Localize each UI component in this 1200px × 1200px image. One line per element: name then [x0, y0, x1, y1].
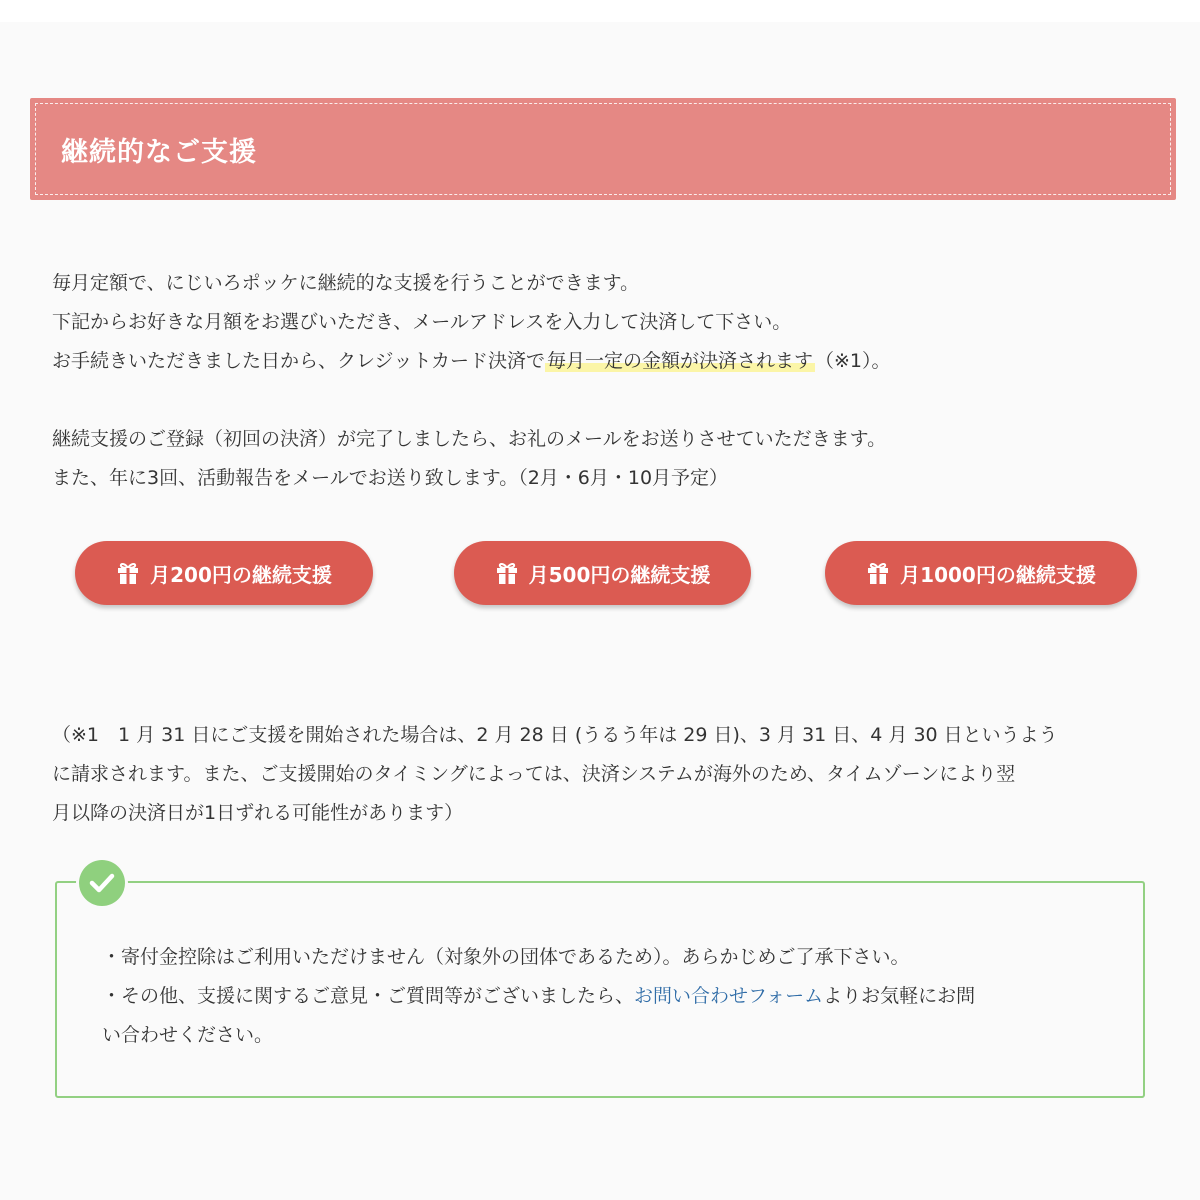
support-1000-label: 月1000円の継続支援 — [900, 562, 1096, 587]
check-badge — [76, 857, 128, 909]
support-500-label: 月500円の継続支援 — [528, 562, 711, 587]
notice-text — [102, 938, 1122, 1055]
section-heading-frame — [35, 103, 1171, 195]
support-500-button[interactable] — [454, 541, 751, 605]
intro-line-3-before: お手続きいただきました日から、クレジットカード決済で — [52, 350, 545, 372]
footnote-line-1: （※1 1 月 31 日にご支援を開始された場合は、2 月 28 日 (うるう年は 29 日)、3 月 31 日、4 月 30 日というよう — [52, 724, 1058, 746]
support-1000-button[interactable] — [825, 541, 1137, 605]
gift-icon — [495, 562, 519, 584]
support-200-label: 月200円の継続支援 — [150, 562, 332, 587]
intro-line-4: 継続支援のご登録（初回の決済）が完了しましたら、お礼のメールをお送りさせていただきます。 — [52, 428, 887, 450]
notice-item-2 — [102, 977, 1122, 1016]
paragraph-gap — [52, 381, 1162, 420]
support-200-button[interactable] — [75, 541, 373, 605]
notice-item-2-before: ・その他、支援に関するご意見・ご質問等がございましたら、 — [102, 985, 635, 1007]
intro-text — [52, 264, 1162, 498]
footnote — [52, 716, 1162, 833]
intro-line-1: 毎月定額で、にじいろポッケに継続的な支援を行うことができます。 — [52, 272, 640, 294]
notice-item-2-after: よりお気軽にお問 — [823, 985, 976, 1007]
intro-line-5: また、年に3回、活動報告をメールでお送り致します。（2月・6月・10月予定） — [52, 467, 729, 489]
notice-item-1: ・寄付金控除はご利用いただけません（対象外の団体であるため）。あらかじめご了承下さい。 — [102, 946, 910, 968]
footnote-line-2: に請求されます。また、ご支援開始のタイミングによっては、決済システムが海外のため、タイムゾーンにより翌 — [52, 763, 1016, 785]
highlighted-text: 毎月一定の金額が決済されます — [546, 350, 813, 372]
intro-line-2: 下記からお好きな月額をお選びいただき、メールアドレスを入力して決済して下さい。 — [52, 311, 792, 333]
check-circle — [79, 860, 125, 906]
section-heading — [30, 98, 1176, 200]
footnote-line-3: 月以降の決済日が1日ずれる可能性があります） — [52, 802, 464, 824]
section-title: 継続的なご支援 — [61, 136, 257, 168]
top-strip — [0, 0, 1200, 22]
gift-icon — [116, 562, 140, 584]
contact-form-link[interactable]: お問い合わせフォーム — [634, 985, 824, 1007]
intro-line-3-after: （※1）。 — [814, 350, 891, 372]
gift-icon — [866, 562, 890, 584]
check-icon — [89, 873, 115, 893]
notice-item-2-continued: い合わせください。 — [102, 1024, 274, 1046]
intro-line-3 — [52, 342, 1162, 381]
